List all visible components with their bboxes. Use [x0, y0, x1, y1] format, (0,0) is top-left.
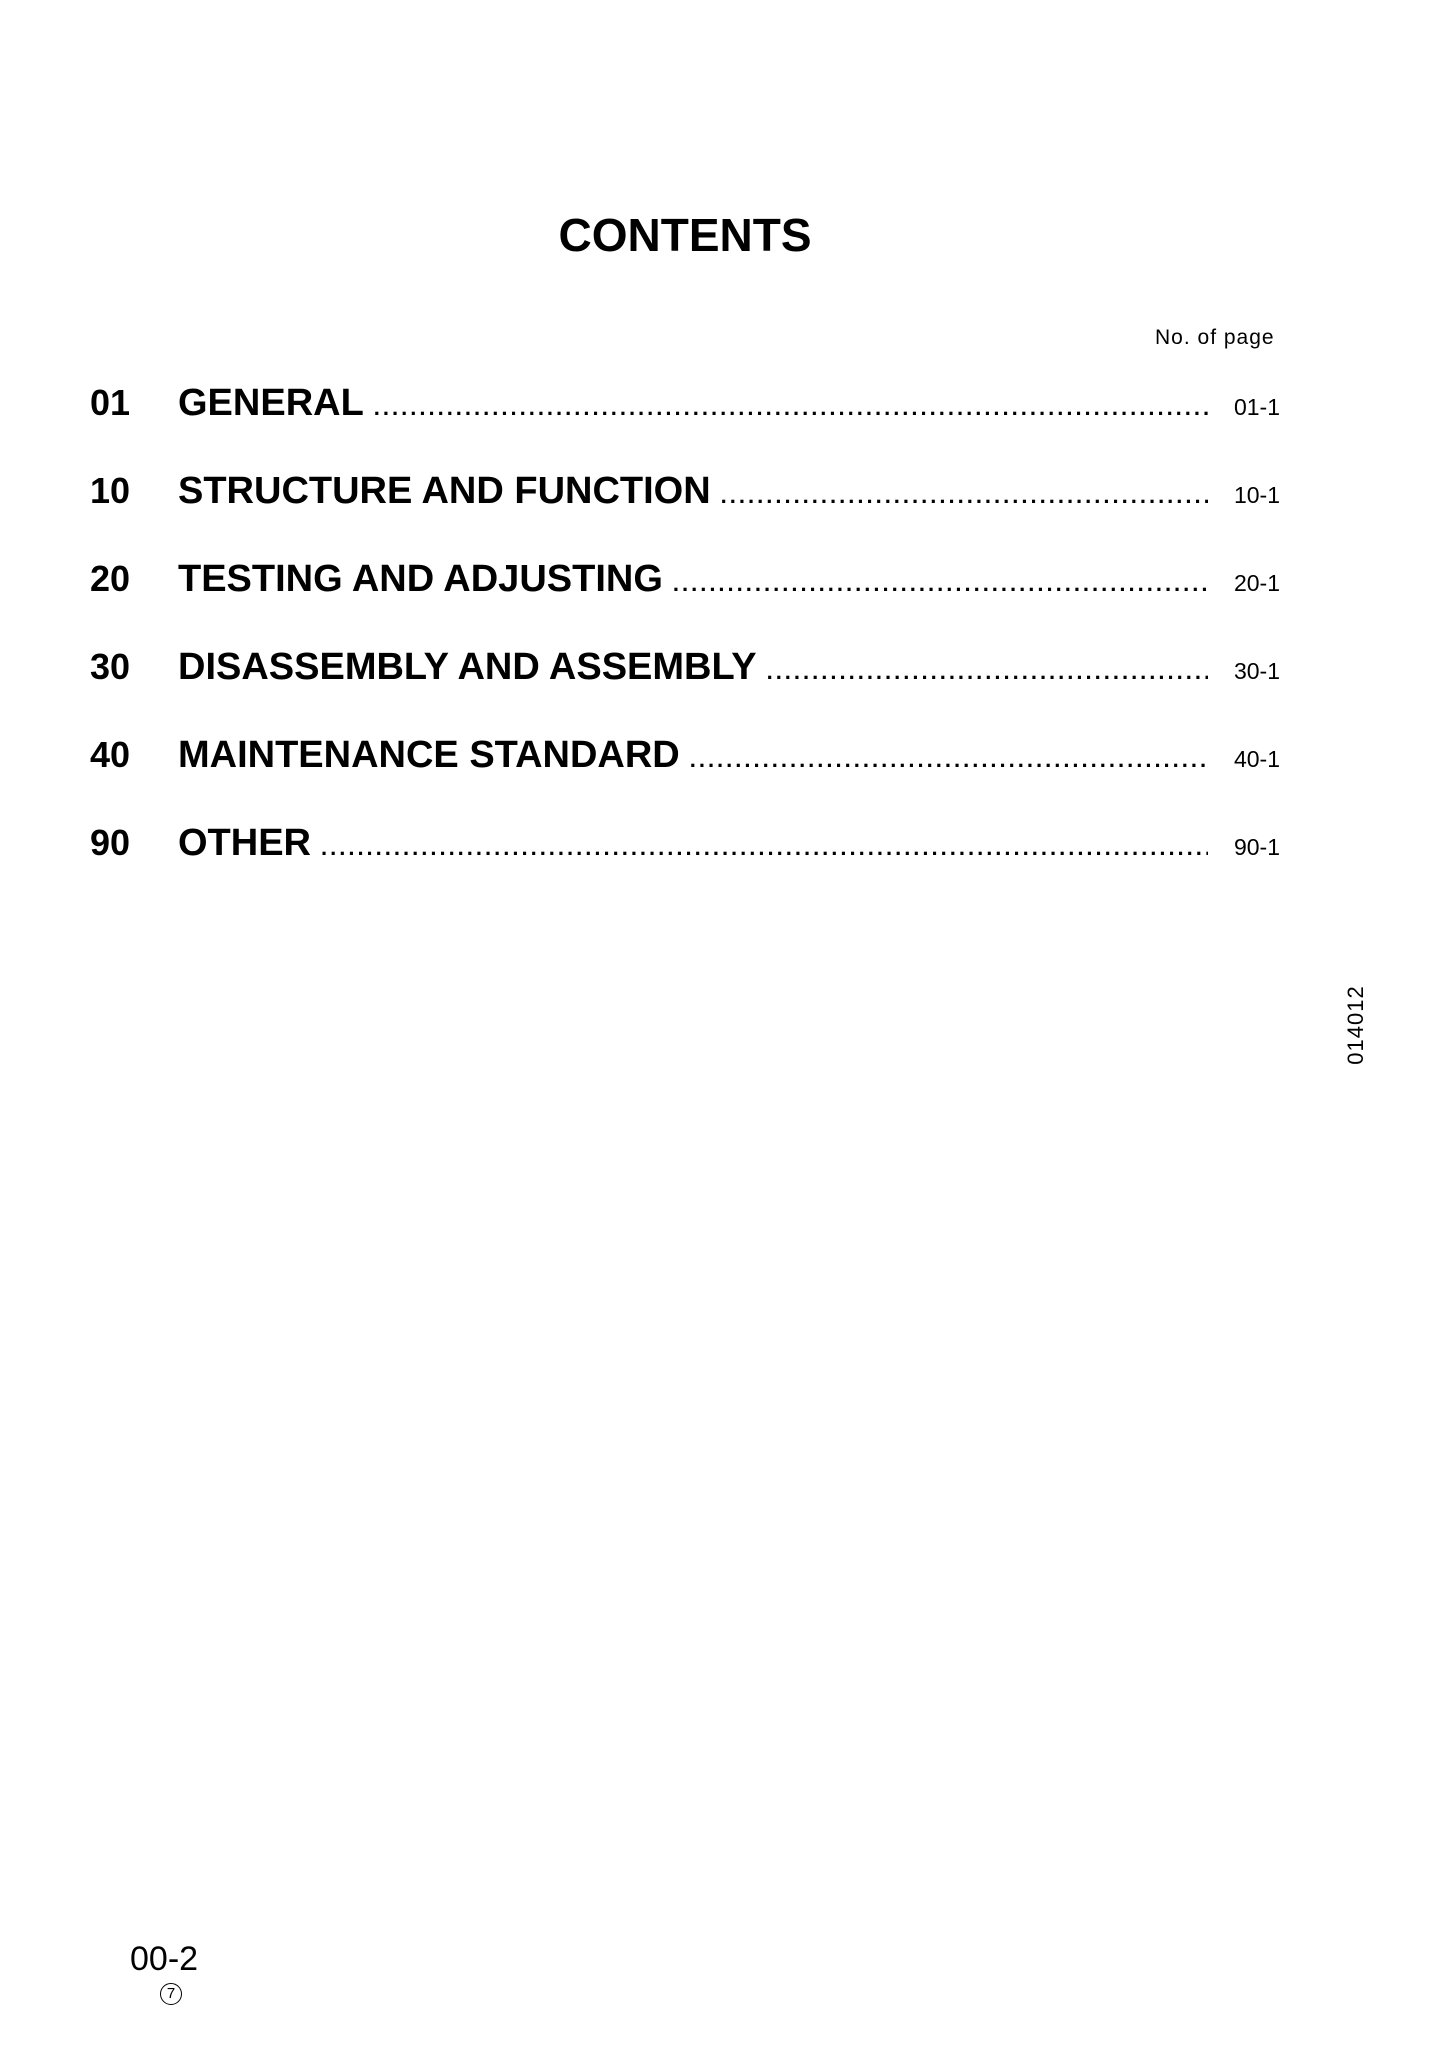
toc-entry-number: 10 — [90, 470, 131, 511]
toc-entry-page: 10-1 — [1233, 482, 1280, 508]
toc-entry-title: GENERAL — [178, 382, 364, 424]
dot-leader — [321, 835, 1208, 861]
toc-entry-number: 40 — [90, 734, 131, 775]
toc-entry-title: MAINTENANCE STANDARD — [178, 734, 680, 776]
toc-entry-structure-and-function[interactable] — [90, 470, 1280, 558]
toc-entry-title: TESTING AND ADJUSTING — [178, 558, 663, 600]
toc-entry-testing-and-adjusting[interactable] — [90, 558, 1280, 646]
table-of-contents — [90, 382, 1280, 910]
toc-entry-title: OTHER — [178, 822, 311, 864]
page-title: CONTENTS — [558, 209, 812, 261]
toc-entry-other[interactable] — [90, 822, 1280, 910]
document-code: 014012 — [1343, 985, 1368, 1065]
toc-entry-page: 01-1 — [1233, 394, 1280, 420]
dot-leader — [374, 395, 1208, 421]
toc-entry-page: 20-1 — [1233, 570, 1280, 596]
dot-leader — [673, 571, 1208, 597]
toc-entry-number: 30 — [90, 646, 131, 687]
page-column-header: No. of page — [1155, 326, 1275, 349]
revision-mark: 7 — [160, 1983, 182, 2005]
page-number: 00-2 — [130, 1940, 199, 1978]
toc-entry-number: 90 — [90, 822, 131, 863]
toc-entry-maintenance-standard[interactable] — [90, 734, 1280, 822]
dot-leader — [767, 659, 1208, 685]
toc-entry-page: 90-1 — [1233, 834, 1280, 860]
toc-entry-number: 01 — [90, 382, 131, 423]
toc-entry-title: DISASSEMBLY AND ASSEMBLY — [178, 646, 757, 688]
toc-entry-title: STRUCTURE AND FUNCTION — [178, 470, 711, 512]
toc-entry-number: 20 — [90, 558, 131, 599]
toc-entry-page: 40-1 — [1233, 746, 1280, 772]
toc-entry-disassembly-and-assembly[interactable] — [90, 646, 1280, 734]
dot-leader — [690, 747, 1208, 773]
toc-entry-general[interactable] — [90, 382, 1280, 470]
toc-entry-page: 30-1 — [1233, 658, 1280, 684]
dot-leader — [721, 483, 1208, 509]
